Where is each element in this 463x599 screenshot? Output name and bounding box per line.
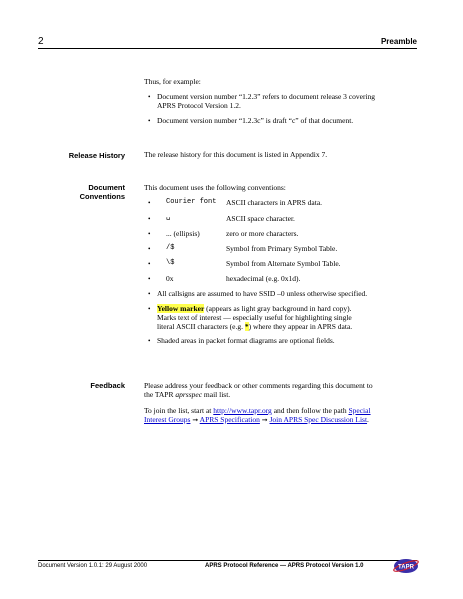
convention-desc: ASCII space character. <box>226 214 295 223</box>
bullet-icon: • <box>148 215 151 223</box>
header-rule <box>38 48 417 49</box>
bullet-icon: • <box>148 337 151 345</box>
convention-term: \$ <box>166 259 175 267</box>
convention-desc: Symbol from Alternate Symbol Table. <box>226 259 341 268</box>
tapr-url-link[interactable]: http://www.tapr.org <box>213 406 272 415</box>
yellow-marker-line-1 <box>157 304 424 313</box>
yellow-marker-line-3 <box>157 322 424 331</box>
tapr-logo <box>392 556 420 581</box>
ssid-note: All callsigns are assumed to have SSID –0 unless otherwise specified. <box>157 289 368 298</box>
aprs-specification-link[interactable]: APRS Specification <box>199 415 260 424</box>
aprsspec-list-name: aprsspec <box>175 390 203 399</box>
convention-desc: ASCII characters in APRS data. <box>226 198 323 207</box>
feedback-heading: Feedback <box>90 381 125 390</box>
release-history-text: The release history for this document is listed in Appendix 7. <box>144 150 328 159</box>
footer-title: APRS Protocol Reference — APRS Protocol Version 1.0 <box>205 563 364 569</box>
feedback-line-1: Please address your feedback or other comments regarding this document to <box>144 381 373 390</box>
asterisk-marker: * <box>244 322 249 331</box>
bullet-icon: • <box>148 93 151 101</box>
conventions-heading-line-1: Document <box>88 183 125 192</box>
conventions-heading-line-2: Conventions <box>79 192 125 201</box>
special-interest-groups-link[interactable]: Interest Groups <box>144 415 191 424</box>
bullet-icon: • <box>148 275 151 283</box>
section-title: Preamble <box>380 37 417 46</box>
yellow-marker-line-2: Marks text of interest — especially useful for highlighting single <box>157 313 352 322</box>
feedback-line-2-before: the TAPR <box>144 390 176 399</box>
footer-version: Document Version 1.0.1: 29 August 2000 <box>38 563 148 569</box>
tapr-logo-text: TAPR <box>398 564 414 571</box>
join-before: To join the list, start at <box>144 406 214 415</box>
feedback-line-2 <box>144 390 424 399</box>
intro-bullet-2: Document version number “1.2.3c” is draft “c” of that document. <box>157 116 354 125</box>
convention-term: Courier font <box>166 198 217 206</box>
convention-term: ... (ellipsis) <box>166 229 200 238</box>
join-mid: and then follow the path <box>271 406 349 415</box>
convention-term: 0x <box>166 274 174 283</box>
join-end: . <box>367 415 369 424</box>
convention-desc: hexadecimal (e.g. 0x1d). <box>226 274 301 283</box>
page-number: 2 <box>38 36 44 47</box>
bullet-icon: • <box>148 245 151 253</box>
join-discussion-list-link[interactable]: Join APRS Spec Discussion List <box>269 415 368 424</box>
bullet-icon: • <box>148 290 151 298</box>
special-interest-groups-link[interactable]: Special <box>348 406 371 415</box>
conventions-lead: This document uses the following conventions: <box>144 183 286 192</box>
bullet-icon: • <box>148 305 151 313</box>
bullet-icon: • <box>148 117 151 125</box>
yellow-marker-rest: (appears as light gray background in hard copy). <box>204 304 352 313</box>
yellow-marker-line-3-after: ) where they appear in APRS data. <box>248 322 353 331</box>
yellow-marker-line-3-before: literal ASCII characters (e.g. <box>157 322 245 331</box>
intro-bullet-1-line-2: APRS Protocol Version 1.2. <box>157 101 241 110</box>
release-history-heading: Release History <box>68 151 125 160</box>
yellow-marker-label: Yellow marker <box>157 304 205 313</box>
join-line-1 <box>144 406 424 415</box>
convention-term: /$ <box>166 244 175 252</box>
convention-desc: zero or more characters. <box>226 229 299 238</box>
arrow-icon: ➞ <box>192 416 199 424</box>
shaded-note: Shaded areas in packet format diagrams are optional fields. <box>157 336 335 345</box>
convention-desc: Symbol from Primary Symbol Table. <box>226 244 338 253</box>
bullet-icon: • <box>148 260 151 268</box>
intro-bullet-1-line-1: Document version number “1.2.3” refers to document release 3 covering <box>157 92 376 101</box>
footer-rule <box>38 560 417 561</box>
intro-lead: Thus, for example: <box>144 77 201 86</box>
feedback-line-2-after: mail list. <box>202 390 231 399</box>
join-line-2 <box>144 415 424 425</box>
bullet-icon: • <box>148 199 151 207</box>
convention-term: ␣ <box>166 213 171 221</box>
arrow-icon: ➞ <box>261 416 268 424</box>
bullet-icon: • <box>148 230 151 238</box>
